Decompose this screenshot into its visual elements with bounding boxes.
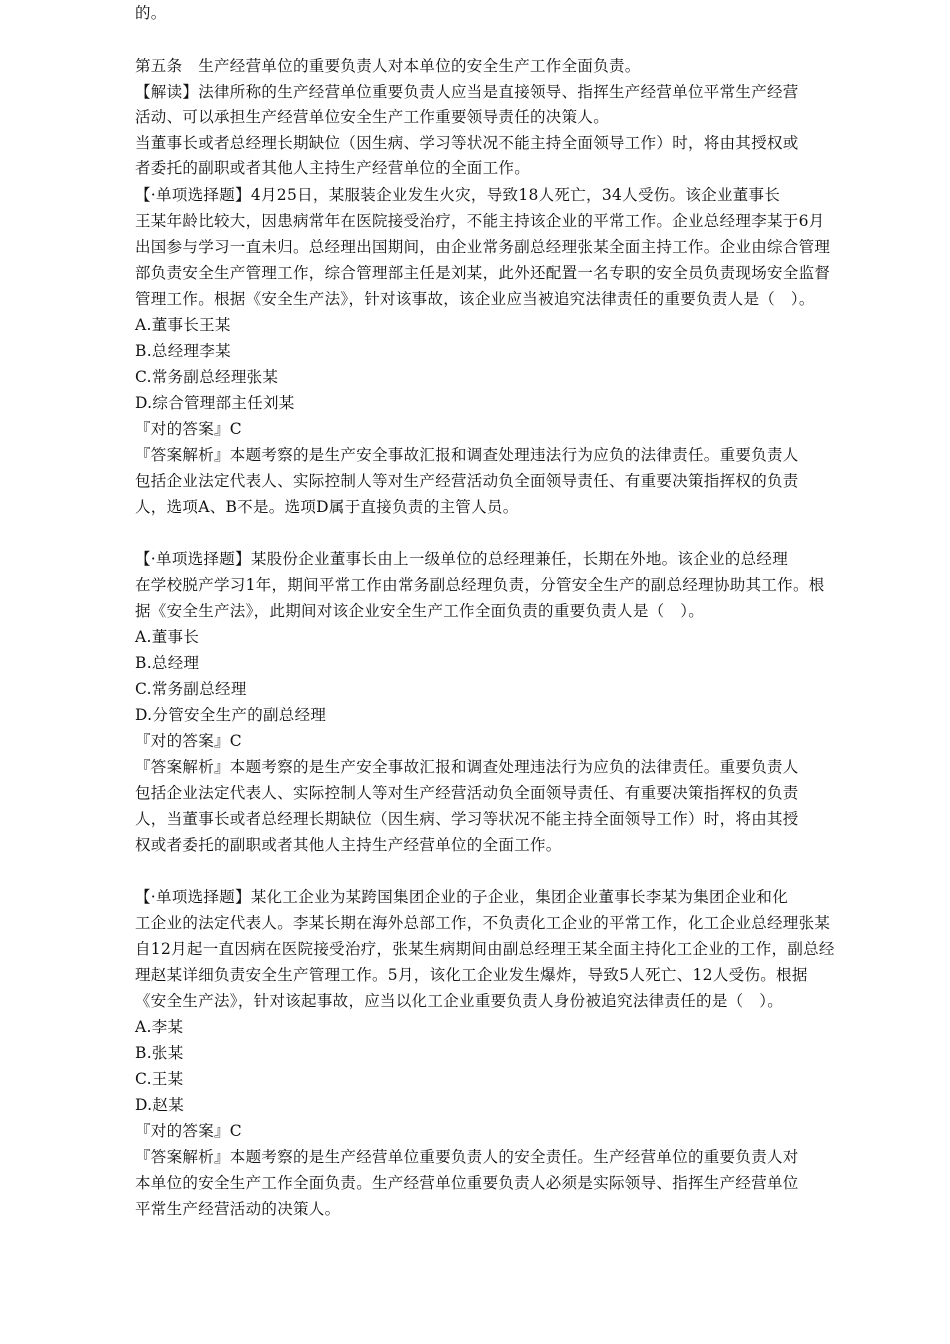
question-3-text: 【·单项选择题】某化工企业为某跨国集团企业的子企业，集团企业董事长李某为集团企业和化 bbox=[135, 888, 789, 906]
question-1-text: 管理工作。根据《安全生产法》，针对该事故，该企业应当被追究法律责任的重要负责人是（ ）。 bbox=[135, 290, 815, 308]
question-2-explanation: 人，当董事长或者总经理长期缺位（因生病、学习等状况不能主持全面领导工作）时，将由其授 bbox=[135, 810, 799, 828]
question-3-explanation: 『答案解析』本题考察的是生产经营单位重要负责人的安全责任。生产经营单位的重要负责人对 bbox=[135, 1148, 799, 1166]
article-heading: 第五条 生产经营单位的重要负责人对本单位的安全生产工作全面负责。 bbox=[135, 57, 641, 75]
question-3-explanation: 平常生产经营活动的决策人。 bbox=[135, 1200, 341, 1218]
question-2-answer: 『对的答案』C bbox=[135, 732, 242, 750]
question-3-text: 工企业的法定代表人。李某长期在海外总部工作，不负责化工企业的平常工作，化工企业总经理张某 bbox=[135, 914, 831, 932]
question-2-option: C.常务副总经理 bbox=[135, 680, 247, 698]
question-1-option: C.常务副总经理张某 bbox=[135, 368, 279, 386]
question-1-text: 【·单项选择题】4月25日，某服装企业发生火灾，导致18人死亡，34人受伤。该企业董事长 bbox=[135, 186, 781, 204]
question-1-explanation: 『答案解析』本题考察的是生产安全事故汇报和调查处理违法行为应负的法律责任。重要负责人 bbox=[135, 446, 799, 464]
question-1-option: D.综合管理部主任刘某 bbox=[135, 394, 295, 412]
text-line: 的。 bbox=[135, 4, 167, 22]
question-2-option: D.分管安全生产的副总经理 bbox=[135, 706, 327, 724]
question-2-explanation: 包括企业法定代表人、实际控制人等对生产经营活动负全面领导责任、有重要决策指挥权的负责 bbox=[135, 784, 799, 802]
question-1-explanation: 人，选项A、B不是。选项D属于直接负责的主管人员。 bbox=[135, 498, 519, 516]
question-1-answer: 『对的答案』C bbox=[135, 420, 242, 438]
question-3-text: 自12月起一直因病在医院接受治疗，张某生病期间由副总经理王某全面主持化工企业的工作，副总经 bbox=[135, 940, 835, 958]
question-1-text: 部负责安全生产管理工作，综合管理部主任是刘某，此外还配置一名专职的安全员负责现场安全监督 bbox=[135, 264, 831, 282]
text-line: 活动、可以承担生产经营单位安全生产工作重要领导责任的决策人。 bbox=[135, 108, 610, 126]
question-2-option: B.总经理 bbox=[135, 654, 200, 672]
question-1-explanation: 包括企业法定代表人、实际控制人等对生产经营活动负全面领导责任、有重要决策指挥权的负责 bbox=[135, 472, 799, 490]
question-3-option: A.李某 bbox=[135, 1018, 184, 1036]
question-1-option: B.总经理李某 bbox=[135, 342, 231, 360]
text-line: 者委托的副职或者其他人主持生产经营单位的全面工作。 bbox=[135, 159, 531, 177]
question-2-explanation: 『答案解析』本题考察的是生产安全事故汇报和调查处理违法行为应负的法律责任。重要负责人 bbox=[135, 758, 799, 776]
question-3-text: 理赵某详细负责安全生产管理工作。5月，该化工企业发生爆炸，导致5人死亡、12人受伤。根据 bbox=[135, 966, 808, 984]
text-line: 当董事长或者总经理长期缺位（因生病、学习等状况不能主持全面领导工作）时，将由其授权或 bbox=[135, 134, 799, 152]
question-1-option: A.董事长王某 bbox=[135, 316, 231, 334]
question-3-option: C.王某 bbox=[135, 1070, 184, 1088]
question-2-explanation: 权或者委托的副职或者其他人主持生产经营单位的全面工作。 bbox=[135, 836, 562, 854]
text-line: 【解读】法律所称的生产经营单位重要负责人应当是直接领导、指挥生产经营单位平常生产经营 bbox=[135, 83, 799, 101]
question-2-text: 在学校脱产学习1年，期间平常工作由常务副总经理负责，分管安全生产的副总经理协助其工作。根 bbox=[135, 576, 825, 594]
question-3-option: B.张某 bbox=[135, 1044, 184, 1062]
question-3-explanation: 本单位的安全生产工作全面负责。生产经营单位重要负责人必须是实际领导、指挥生产经营单位 bbox=[135, 1174, 799, 1192]
question-2-option: A.董事长 bbox=[135, 628, 200, 646]
question-1-text: 出国参与学习一直未归。总经理出国期间，由企业常务副总经理张某全面主持工作。企业由综合管理 bbox=[135, 238, 831, 256]
question-1-text: 王某年龄比较大，因患病常年在医院接受治疗，不能主持该企业的平常工作。企业总经理李某于6月 bbox=[135, 212, 825, 230]
question-3-option: D.赵某 bbox=[135, 1096, 185, 1114]
question-2-text: 据《安全生产法》，此期间对该企业安全生产工作全面负责的重要负责人是（ ）。 bbox=[135, 602, 705, 620]
question-3-answer: 『对的答案』C bbox=[135, 1122, 242, 1140]
question-2-text: 【·单项选择题】某股份企业董事长由上一级单位的总经理兼任，长期在外地。该企业的总经理 bbox=[135, 550, 789, 568]
question-3-text: 《安全生产法》，针对该起事故，应当以化工企业重要负责人身份被追究法律责任的是（ ）。 bbox=[135, 992, 784, 1010]
